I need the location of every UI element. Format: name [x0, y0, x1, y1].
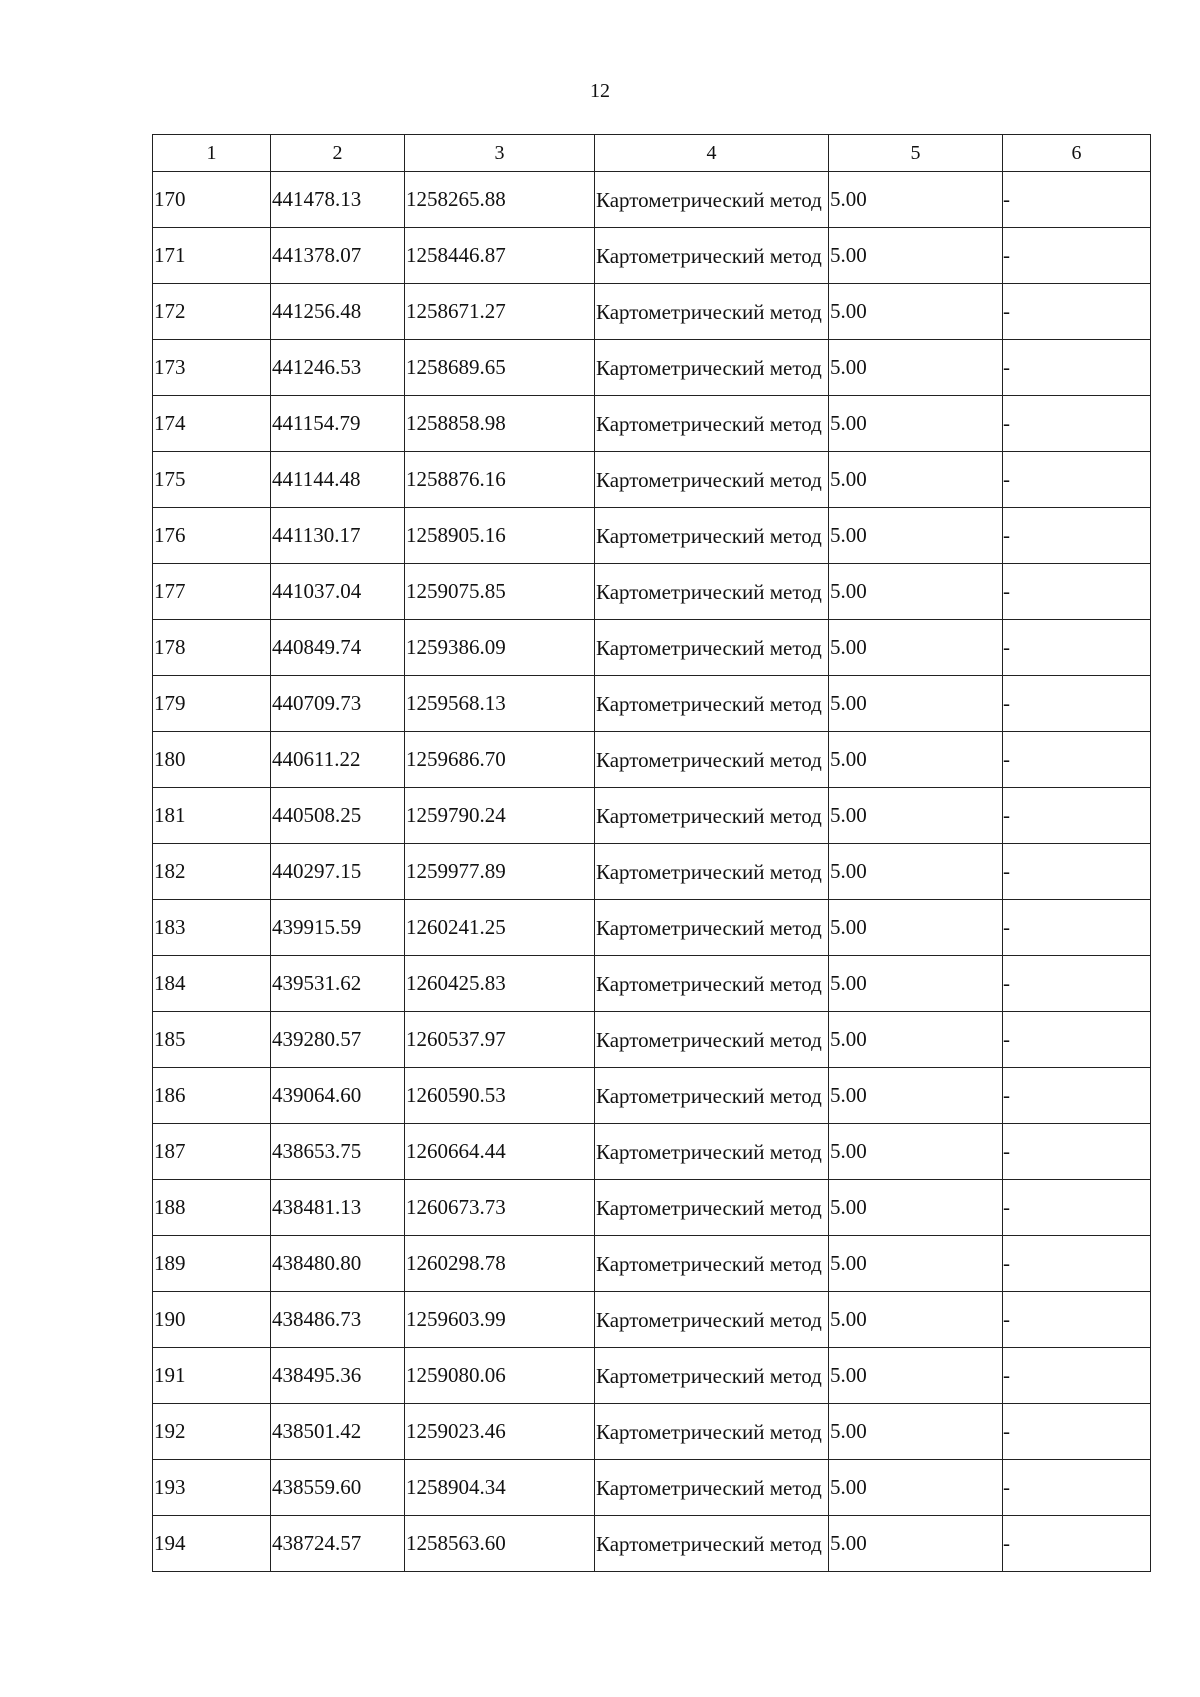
table-row — [153, 956, 1151, 1012]
coordinates-table — [152, 134, 1151, 1572]
y-coordinate-cell: 1260537.97 — [405, 1012, 595, 1068]
y-coordinate-cell: 1260590.53 — [405, 1068, 595, 1124]
point-number-cell: 191 — [153, 1348, 271, 1404]
method-cell: Картометрический метод — [595, 1516, 829, 1572]
table-row — [153, 1236, 1151, 1292]
x-coordinate-cell: 439531.62 — [271, 956, 405, 1012]
header-col-5: 5 — [829, 135, 1003, 172]
accuracy-cell: 5.00 — [829, 1516, 1003, 1572]
note-cell: - — [1003, 340, 1151, 396]
note-cell: - — [1003, 1068, 1151, 1124]
table-row — [153, 1012, 1151, 1068]
header-col-2: 2 — [271, 135, 405, 172]
method-cell: Картометрический метод — [595, 228, 829, 284]
x-coordinate-cell: 440709.73 — [271, 676, 405, 732]
header-col-3: 3 — [405, 135, 595, 172]
note-cell: - — [1003, 1180, 1151, 1236]
page-number: 12 — [590, 80, 610, 102]
x-coordinate-cell: 441144.48 — [271, 452, 405, 508]
y-coordinate-cell: 1258265.88 — [405, 172, 595, 228]
y-coordinate-cell: 1260425.83 — [405, 956, 595, 1012]
header-col-6: 6 — [1003, 135, 1151, 172]
y-coordinate-cell: 1259686.70 — [405, 732, 595, 788]
table-row — [153, 1404, 1151, 1460]
accuracy-cell: 5.00 — [829, 1012, 1003, 1068]
point-number-cell: 178 — [153, 620, 271, 676]
note-cell: - — [1003, 956, 1151, 1012]
table-row — [153, 1348, 1151, 1404]
note-cell: - — [1003, 1516, 1151, 1572]
note-cell: - — [1003, 1460, 1151, 1516]
accuracy-cell: 5.00 — [829, 228, 1003, 284]
accuracy-cell: 5.00 — [829, 732, 1003, 788]
note-cell: - — [1003, 396, 1151, 452]
table-row — [153, 1516, 1151, 1572]
point-number-cell: 181 — [153, 788, 271, 844]
x-coordinate-cell: 441378.07 — [271, 228, 405, 284]
note-cell: - — [1003, 1404, 1151, 1460]
table-row — [153, 1180, 1151, 1236]
method-cell: Картометрический метод — [595, 1292, 829, 1348]
x-coordinate-cell: 440297.15 — [271, 844, 405, 900]
x-coordinate-cell: 438486.73 — [271, 1292, 405, 1348]
note-cell: - — [1003, 732, 1151, 788]
note-cell: - — [1003, 788, 1151, 844]
point-number-cell: 194 — [153, 1516, 271, 1572]
method-cell: Картометрический метод — [595, 284, 829, 340]
method-cell: Картометрический метод — [595, 1068, 829, 1124]
header-col-4: 4 — [595, 135, 829, 172]
table-row — [153, 1292, 1151, 1348]
table-header — [153, 135, 1151, 172]
y-coordinate-cell: 1260664.44 — [405, 1124, 595, 1180]
note-cell: - — [1003, 452, 1151, 508]
point-number-cell: 176 — [153, 508, 271, 564]
y-coordinate-cell: 1259080.06 — [405, 1348, 595, 1404]
point-number-cell: 190 — [153, 1292, 271, 1348]
note-cell: - — [1003, 620, 1151, 676]
x-coordinate-cell: 438481.13 — [271, 1180, 405, 1236]
accuracy-cell: 5.00 — [829, 1292, 1003, 1348]
point-number-cell: 172 — [153, 284, 271, 340]
x-coordinate-cell: 441154.79 — [271, 396, 405, 452]
accuracy-cell: 5.00 — [829, 900, 1003, 956]
accuracy-cell: 5.00 — [829, 1460, 1003, 1516]
x-coordinate-cell: 441478.13 — [271, 172, 405, 228]
header-row — [153, 135, 1151, 172]
x-coordinate-cell: 440849.74 — [271, 620, 405, 676]
note-cell: - — [1003, 172, 1151, 228]
y-coordinate-cell: 1259568.13 — [405, 676, 595, 732]
y-coordinate-cell: 1259790.24 — [405, 788, 595, 844]
y-coordinate-cell: 1258689.65 — [405, 340, 595, 396]
note-cell: - — [1003, 1124, 1151, 1180]
y-coordinate-cell: 1258563.60 — [405, 1516, 595, 1572]
table-row — [153, 1068, 1151, 1124]
table-row — [153, 900, 1151, 956]
accuracy-cell: 5.00 — [829, 676, 1003, 732]
point-number-cell: 188 — [153, 1180, 271, 1236]
point-number-cell: 177 — [153, 564, 271, 620]
accuracy-cell: 5.00 — [829, 788, 1003, 844]
table-row — [153, 340, 1151, 396]
y-coordinate-cell: 1258858.98 — [405, 396, 595, 452]
x-coordinate-cell: 438653.75 — [271, 1124, 405, 1180]
point-number-cell: 185 — [153, 1012, 271, 1068]
table-row — [153, 1124, 1151, 1180]
table-row — [153, 564, 1151, 620]
y-coordinate-cell: 1259977.89 — [405, 844, 595, 900]
x-coordinate-cell: 441037.04 — [271, 564, 405, 620]
method-cell: Картометрический метод — [595, 844, 829, 900]
y-coordinate-cell: 1260298.78 — [405, 1236, 595, 1292]
y-coordinate-cell: 1259075.85 — [405, 564, 595, 620]
table-row — [153, 620, 1151, 676]
method-cell: Картометрический метод — [595, 564, 829, 620]
method-cell: Картометрический метод — [595, 1348, 829, 1404]
method-cell: Картометрический метод — [595, 1012, 829, 1068]
accuracy-cell: 5.00 — [829, 1180, 1003, 1236]
accuracy-cell: 5.00 — [829, 1404, 1003, 1460]
point-number-cell: 186 — [153, 1068, 271, 1124]
x-coordinate-cell: 438480.80 — [271, 1236, 405, 1292]
x-coordinate-cell: 438559.60 — [271, 1460, 405, 1516]
table-row — [153, 452, 1151, 508]
table-row — [153, 788, 1151, 844]
table-row — [153, 508, 1151, 564]
x-coordinate-cell: 439280.57 — [271, 1012, 405, 1068]
point-number-cell: 180 — [153, 732, 271, 788]
method-cell: Картометрический метод — [595, 620, 829, 676]
y-coordinate-cell: 1260241.25 — [405, 900, 595, 956]
note-cell: - — [1003, 1012, 1151, 1068]
accuracy-cell: 5.00 — [829, 1348, 1003, 1404]
y-coordinate-cell: 1260673.73 — [405, 1180, 595, 1236]
method-cell: Картометрический метод — [595, 1404, 829, 1460]
x-coordinate-cell: 440611.22 — [271, 732, 405, 788]
method-cell: Картометрический метод — [595, 172, 829, 228]
point-number-cell: 193 — [153, 1460, 271, 1516]
table-body — [153, 172, 1151, 1572]
accuracy-cell: 5.00 — [829, 452, 1003, 508]
y-coordinate-cell: 1259386.09 — [405, 620, 595, 676]
y-coordinate-cell: 1259603.99 — [405, 1292, 595, 1348]
accuracy-cell: 5.00 — [829, 1124, 1003, 1180]
accuracy-cell: 5.00 — [829, 564, 1003, 620]
table-row — [153, 396, 1151, 452]
accuracy-cell: 5.00 — [829, 1068, 1003, 1124]
point-number-cell: 182 — [153, 844, 271, 900]
method-cell: Картометрический метод — [595, 1124, 829, 1180]
y-coordinate-cell: 1258671.27 — [405, 284, 595, 340]
point-number-cell: 174 — [153, 396, 271, 452]
y-coordinate-cell: 1258446.87 — [405, 228, 595, 284]
point-number-cell: 173 — [153, 340, 271, 396]
note-cell: - — [1003, 1348, 1151, 1404]
note-cell: - — [1003, 508, 1151, 564]
point-number-cell: 187 — [153, 1124, 271, 1180]
accuracy-cell: 5.00 — [829, 284, 1003, 340]
point-number-cell: 184 — [153, 956, 271, 1012]
table-row — [153, 1460, 1151, 1516]
x-coordinate-cell: 438724.57 — [271, 1516, 405, 1572]
method-cell: Картометрический метод — [595, 900, 829, 956]
x-coordinate-cell: 441130.17 — [271, 508, 405, 564]
y-coordinate-cell: 1258876.16 — [405, 452, 595, 508]
point-number-cell: 175 — [153, 452, 271, 508]
method-cell: Картометрический метод — [595, 1236, 829, 1292]
table-row — [153, 172, 1151, 228]
accuracy-cell: 5.00 — [829, 1236, 1003, 1292]
note-cell: - — [1003, 900, 1151, 956]
accuracy-cell: 5.00 — [829, 956, 1003, 1012]
point-number-cell: 170 — [153, 172, 271, 228]
method-cell: Картометрический метод — [595, 396, 829, 452]
x-coordinate-cell: 440508.25 — [271, 788, 405, 844]
y-coordinate-cell: 1259023.46 — [405, 1404, 595, 1460]
point-number-cell: 179 — [153, 676, 271, 732]
note-cell: - — [1003, 284, 1151, 340]
accuracy-cell: 5.00 — [829, 844, 1003, 900]
method-cell: Картометрический метод — [595, 956, 829, 1012]
note-cell: - — [1003, 564, 1151, 620]
table-row — [153, 844, 1151, 900]
accuracy-cell: 5.00 — [829, 396, 1003, 452]
point-number-cell: 171 — [153, 228, 271, 284]
table-row — [153, 284, 1151, 340]
accuracy-cell: 5.00 — [829, 508, 1003, 564]
point-number-cell: 189 — [153, 1236, 271, 1292]
x-coordinate-cell: 441246.53 — [271, 340, 405, 396]
table-row — [153, 228, 1151, 284]
method-cell: Картометрический метод — [595, 340, 829, 396]
method-cell: Картометрический метод — [595, 1180, 829, 1236]
table-row — [153, 732, 1151, 788]
method-cell: Картометрический метод — [595, 676, 829, 732]
x-coordinate-cell: 439064.60 — [271, 1068, 405, 1124]
point-number-cell: 192 — [153, 1404, 271, 1460]
method-cell: Картометрический метод — [595, 732, 829, 788]
note-cell: - — [1003, 1236, 1151, 1292]
accuracy-cell: 5.00 — [829, 620, 1003, 676]
x-coordinate-cell: 439915.59 — [271, 900, 405, 956]
method-cell: Картометрический метод — [595, 788, 829, 844]
point-number-cell: 183 — [153, 900, 271, 956]
method-cell: Картометрический метод — [595, 508, 829, 564]
header-col-1: 1 — [153, 135, 271, 172]
table-row — [153, 676, 1151, 732]
method-cell: Картометрический метод — [595, 1460, 829, 1516]
note-cell: - — [1003, 1292, 1151, 1348]
method-cell: Картометрический метод — [595, 452, 829, 508]
note-cell: - — [1003, 228, 1151, 284]
x-coordinate-cell: 438501.42 — [271, 1404, 405, 1460]
note-cell: - — [1003, 844, 1151, 900]
x-coordinate-cell: 441256.48 — [271, 284, 405, 340]
y-coordinate-cell: 1258904.34 — [405, 1460, 595, 1516]
note-cell: - — [1003, 676, 1151, 732]
x-coordinate-cell: 438495.36 — [271, 1348, 405, 1404]
accuracy-cell: 5.00 — [829, 340, 1003, 396]
accuracy-cell: 5.00 — [829, 172, 1003, 228]
y-coordinate-cell: 1258905.16 — [405, 508, 595, 564]
